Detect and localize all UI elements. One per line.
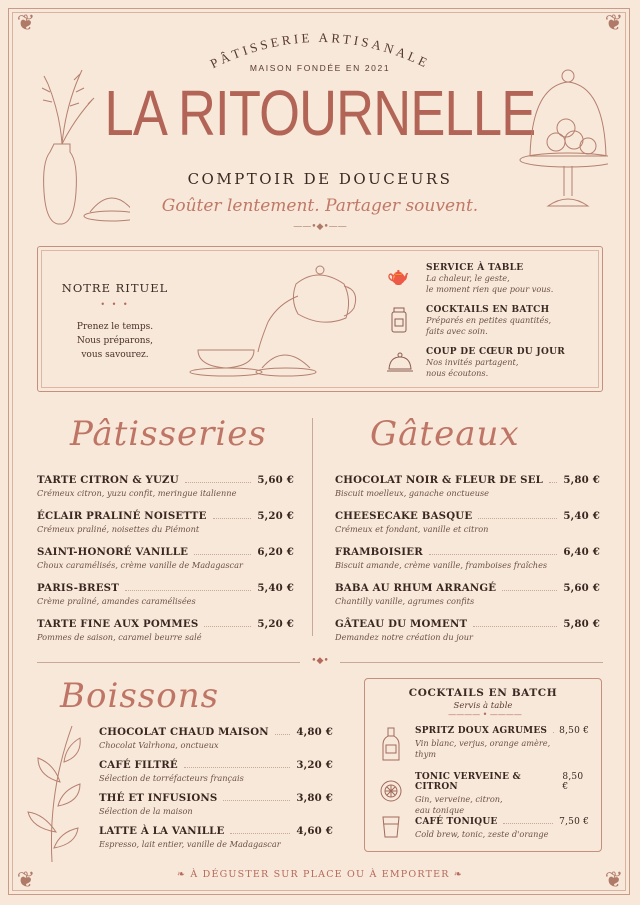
item-desc: Biscuit amande, crème vanille, framboises fraîches: [335, 560, 548, 570]
glass-icon: [382, 816, 400, 838]
item-name: CHEESECAKE BASQUE: [335, 510, 473, 522]
cake-stand-icon: [508, 66, 608, 226]
feature-item: [426, 305, 551, 337]
item-name: SAINT-HONORÉ VANILLE: [37, 546, 189, 558]
list-item: [99, 726, 333, 750]
item-price: 3,80 €: [296, 792, 333, 804]
page-subtitle: COMPTOIR DE DOUCEURS: [187, 170, 453, 188]
item-desc: Crème praliné, amandes caramélisées: [37, 596, 196, 606]
list-item: [99, 825, 333, 849]
list-item: [335, 474, 600, 498]
feature-item: [426, 263, 553, 295]
citrus-icon: [379, 778, 403, 802]
cloche-icon: [387, 351, 413, 373]
feature-line: nous écoutons.: [426, 368, 489, 378]
feature-title: COCKTAILS EN BATCH: [426, 305, 550, 315]
item-price: 5,40 €: [563, 510, 600, 522]
item-name: BABA AU RHUM ARRANGÉ: [335, 582, 497, 594]
item-price: 4,80 €: [296, 726, 333, 738]
item-name: THÉ ET INFUSIONS: [99, 792, 218, 804]
feature-line: faits avec soin.: [426, 326, 488, 336]
item-desc: Crémeux citron, yuzu confit, meringue italienne: [37, 488, 237, 498]
item-desc: eau tonique: [415, 805, 465, 815]
item-name: PARIS-BREST: [37, 582, 119, 594]
item-price: 3,20 €: [296, 759, 333, 771]
corner-ornament-icon: ❦: [604, 11, 624, 36]
feature-line: Nos invités partagent,: [426, 357, 519, 367]
list-item: [37, 546, 294, 570]
svg-text:PÂTISSERIE ARTISANALE: PÂTISSERIE ARTISANALE: [207, 29, 433, 72]
item-desc: Demandez notre création du jour: [335, 632, 473, 642]
item-name: TONIC VERVEINE & CITRON: [415, 772, 521, 792]
tagline: Goûter lentement. Partager souvent.: [161, 196, 479, 216]
item-desc: Espresso, lait entier, vanille de Madagascar: [99, 839, 281, 849]
list-item: [415, 726, 589, 760]
list-item: [37, 582, 294, 606]
list-item: [335, 582, 600, 606]
flower-vase-icon: [30, 62, 130, 232]
item-price: 5,20 €: [257, 510, 294, 522]
corner-ornament-icon: ❦: [16, 868, 36, 893]
item-price: 5,20 €: [257, 618, 294, 630]
item-desc: Chantilly vanille, agrumes confits: [335, 596, 475, 606]
list-item: [335, 546, 600, 570]
list-item: [37, 510, 294, 534]
item-name: ÉCLAIR PRALINÉ NOISETTE: [37, 510, 207, 522]
cocktails-subtitle: Servis à table: [453, 701, 513, 711]
item-name: SPRITZ DOUX AGRUMES: [415, 726, 548, 736]
jar-icon: [391, 307, 407, 333]
list-item: [335, 510, 600, 534]
feature-line: le moment rien que pour vous.: [426, 284, 554, 294]
item-desc: Pommes de saison, caramel beurre salé: [37, 632, 202, 642]
footer-line: [0, 869, 640, 880]
item-name: CAFÉ FILTRÉ: [99, 759, 178, 771]
ritual-line: Prenez le temps.: [76, 322, 154, 332]
footer-text: À DÉGUSTER SUR PLACE OU À EMPORTER: [190, 869, 450, 880]
ritual-dots: • • •: [100, 300, 130, 309]
item-price: 5,60 €: [257, 474, 294, 486]
item-price: 7,50 €: [559, 817, 589, 827]
list-item: [99, 792, 333, 816]
item-name: CHOCOLAT NOIR & FLEUR DE SEL: [335, 474, 544, 486]
item-desc: Chocolat Valrhona, onctueux: [99, 740, 219, 750]
item-price: 6,40 €: [563, 546, 600, 558]
founded-line: MAISON FONDÉE EN 2021: [249, 63, 391, 73]
list-item: [415, 772, 589, 816]
list-item: [99, 759, 333, 783]
ritual-line: vous savourez.: [81, 350, 149, 360]
item-name: GÂTEAU DU MOMENT: [335, 618, 468, 630]
corner-ornament-icon: ❦: [16, 11, 36, 36]
feature-line: Préparés en petites quantités,: [426, 315, 552, 325]
item-name: CHOCOLAT CHAUD MAISON: [99, 726, 269, 738]
ritual-line: Nous préparons,: [76, 336, 154, 346]
item-price: 8,50 €: [562, 772, 584, 792]
leaf-ornament-icon: ❧: [449, 869, 463, 880]
item-desc: Crémeux praliné, noisettes du Piémont: [37, 524, 200, 534]
item-desc: Cold brew, tonic, zeste d'orange: [415, 829, 549, 839]
item-price: 8,50 €: [559, 726, 589, 736]
item-price: 6,20 €: [257, 546, 294, 558]
list-item: [415, 817, 589, 840]
item-desc: Sélection de torréfacteurs français: [99, 773, 244, 783]
item-name: CAFÉ TONIQUE: [415, 817, 498, 827]
item-name: TARTE CITRON & YUZU: [37, 474, 179, 486]
ritual-title: NOTRE RITUEL: [61, 281, 169, 295]
item-desc: Biscuit moelleux, ganache onctueuse: [335, 488, 490, 498]
item-name: LATTE À LA VANILLE: [99, 825, 225, 837]
bottle-icon: [382, 727, 400, 761]
patisseries-title: Pâtisseries: [70, 414, 267, 454]
boissons-title: Boissons: [60, 676, 220, 716]
list-item: [335, 618, 600, 642]
divider-ornament-icon: •◆•: [300, 656, 340, 666]
item-name: FRAMBOISIER: [335, 546, 423, 558]
item-desc: Choux caramélisés, crème vanille de Madagascar: [37, 560, 243, 570]
column-divider: [312, 418, 313, 636]
item-desc: Sélection de la maison: [99, 806, 193, 816]
feature-item: [426, 347, 565, 379]
divider-ornament-icon: ———— • ————: [448, 710, 522, 719]
item-name: TARTE FINE AUX POMMES: [37, 618, 199, 630]
list-item: [37, 618, 294, 642]
teapot-icon: 🫖: [387, 266, 410, 287]
item-price: 4,60 €: [296, 825, 333, 837]
item-price: 5,40 €: [257, 582, 294, 594]
list-item: [37, 474, 294, 498]
leaf-branch-icon: [22, 722, 82, 862]
feature-title: COUP DE CŒUR DU JOUR: [426, 347, 566, 357]
item-price: 5,60 €: [563, 582, 600, 594]
leaf-ornament-icon: ❧: [177, 869, 191, 880]
item-price: 5,80 €: [563, 474, 600, 486]
item-desc: Crémeux et fondant, vanille et citron: [335, 524, 489, 534]
corner-ornament-icon: ❦: [604, 868, 624, 893]
item-price: 5,80 €: [563, 618, 600, 630]
ritual-text: [40, 320, 190, 362]
gateaux-title: Gâteaux: [370, 414, 520, 454]
item-desc: thym: [415, 749, 436, 759]
item-desc: Gin, verveine, citron,: [415, 794, 503, 804]
item-desc: Vin blanc, verjus, orange amère,: [415, 738, 551, 748]
feature-line: La chaleur, le geste,: [426, 273, 510, 283]
divider-ornament-icon: ——•◆•——: [293, 222, 347, 232]
cocktails-title: COCKTAILS EN BATCH: [408, 687, 558, 699]
feature-title: SERVICE À TABLE: [426, 263, 524, 273]
brand-title: LA RITOURNELLE: [104, 77, 536, 149]
teapot-pouring-icon: [188, 256, 363, 382]
